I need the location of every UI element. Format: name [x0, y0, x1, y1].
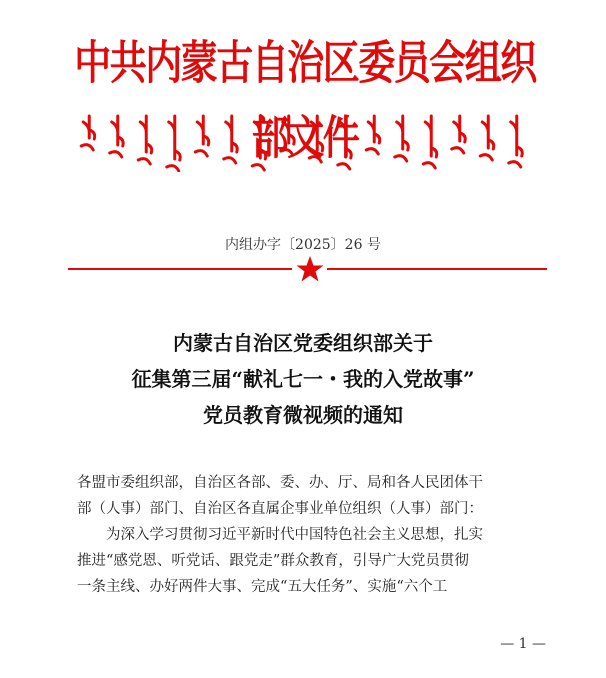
masthead-title: 中共内蒙古自治区委员会组织部文件: [74, 36, 536, 165]
mongolian-script-stroke: [395, 116, 408, 161]
mongolian-script-stroke: [167, 116, 180, 171]
divider-line-left: [68, 268, 292, 270]
mongolian-script-stroke: [195, 116, 208, 156]
recipients-line-1: 各盟市委组织部，自治区各部、委、办、厅、局和各人民团体干: [77, 475, 483, 491]
mongolian-script-stroke: [252, 116, 265, 170]
mongolian-script-logotype: [75, 112, 531, 172]
mongolian-script-stroke: [366, 116, 379, 154]
mongolian-script-stroke: [309, 116, 322, 162]
divider-line-right: [327, 268, 547, 270]
mongolian-script-stroke: [338, 116, 351, 169]
red-star-icon: [296, 255, 324, 283]
mongolian-script-stroke: [480, 116, 493, 160]
mongolian-script-stroke: [452, 116, 465, 153]
mongolian-script-stroke: [509, 116, 522, 167]
mongolian-script-stroke: [138, 116, 151, 164]
recipients-line-2: 部（人事）部门、自治区各直属企事业单位组织（人事）部门：: [77, 501, 483, 517]
mongolian-script-stroke: [81, 116, 94, 150]
title-line-2: 征集第三届“献礼七一・我的入党故事”: [131, 367, 475, 391]
document-title: [0, 325, 606, 433]
body-line-1: 为深入学习贯彻习近平新时代中国特色社会主义思想，扎实: [106, 527, 483, 543]
mongolian-script-stroke: [281, 116, 294, 155]
page-number: — 1 —: [500, 636, 546, 652]
document-number: 内组办字〔2025〕26 号: [225, 237, 381, 253]
mongolian-script-stroke: [423, 116, 436, 168]
body-line-3: 一条主线、办好两件大事、完成“五大任务”、实施“六个工: [77, 579, 448, 595]
mongolian-script-stroke: [224, 116, 237, 163]
document-body: [77, 470, 537, 600]
title-line-1: 内蒙古自治区党委组织部关于: [173, 331, 433, 355]
body-line-2: 推进“感党恩、听党话、跟党走”群众教育，引导广大党员贯彻: [77, 553, 469, 569]
mongolian-script-stroke: [110, 116, 123, 157]
title-line-3: 党员教育微视频的通知: [203, 403, 403, 427]
